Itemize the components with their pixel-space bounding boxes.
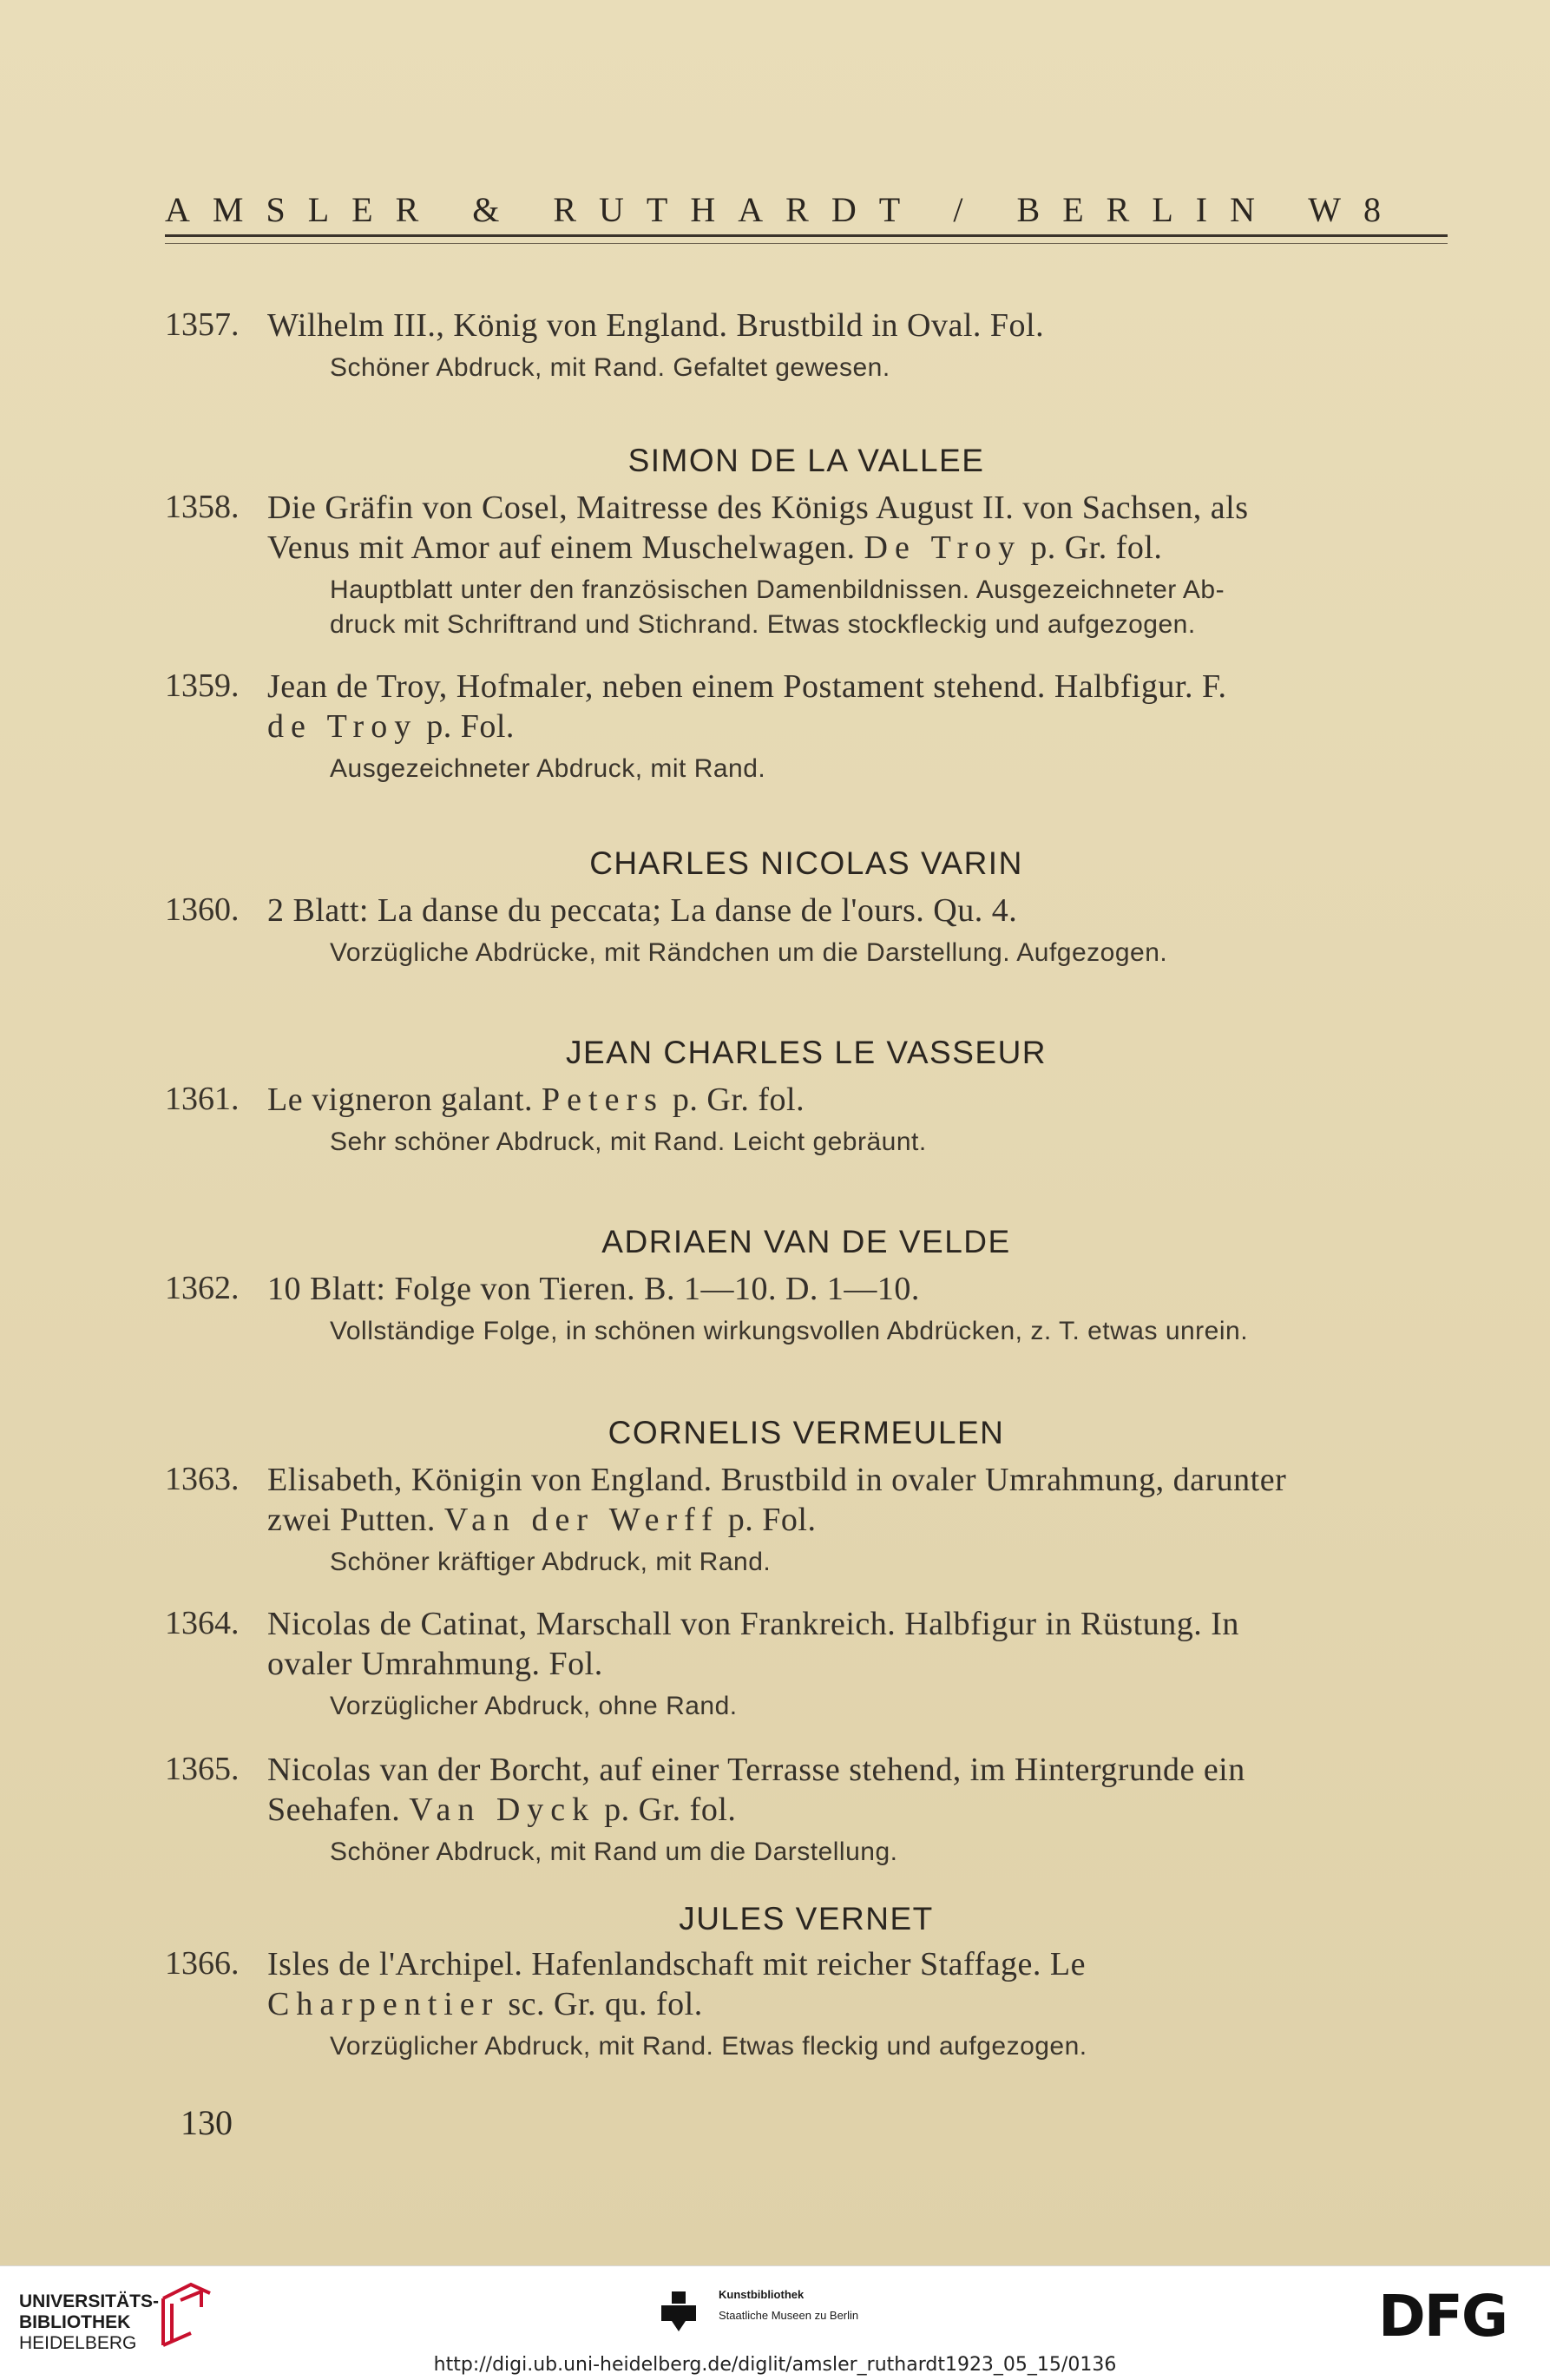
entry-note: Hauptblatt unter den französischen Damenbildnissen. Ausgezeichneter Ab- [330,575,1225,604]
running-header: AMSLER & RUTHARDT / BERLIN W8 [165,190,1403,229]
entry-note: Vorzügliche Abdrücke, mit Rändchen um die Darstellung. Aufgezogen. [330,938,1168,967]
ub-line1: UNIVERSITÄTS- [19,2291,160,2311]
catalog-entry-1364 [165,1604,1458,1724]
ub-heidelberg-logo-icon[interactable] [156,2281,217,2349]
catalog-entry-1363 [165,1460,1458,1580]
entry-title: Elisabeth, Königin von England. Brustbild in ovaler Umrahmung, darunter [267,1462,1287,1498]
entry-number: 1358. [165,489,240,525]
ub-line2: BIBLIOTHEK [19,2312,131,2332]
entry-note: Ausgezeichneter Abdruck, mit Rand. [330,754,766,783]
catalog-entry-1361 [165,1080,1458,1160]
title-text: p. Fol. [719,1502,817,1538]
entry-note: Schöner Abdruck, mit Rand um die Darstellung. [330,1838,898,1866]
entry-title-line2 [267,1984,1458,2024]
ub-line3: HEIDELBERG [19,2333,137,2353]
entry-title-line2 [267,1790,1458,1830]
entry-note: Vorzüglicher Abdruck, mit Rand. Etwas fleckig und aufgezogen. [330,2032,1087,2061]
entry-number: 1363. [165,1461,240,1497]
ub-heidelberg-wordmark[interactable] [19,2291,159,2354]
entry-title-line2 [267,707,1458,746]
artist-name-spaced: Van der Werff [443,1502,719,1538]
artist-name-spaced: Charpentier [267,1986,500,2022]
entry-number: 1360. [165,891,240,928]
title-text: zwei Putten. [267,1502,444,1538]
entry-title: Nicolas van der Borcht, auf einer Terrasse stehend, im Hintergrunde ein [267,1752,1245,1788]
entry-note: Vollständige Folge, in schönen wirkungsvollen Abdrücken, z. T. etwas unrein. [330,1317,1249,1345]
entry-title: Nicolas de Catinat, Marschall von Frankreich. Halbfigur in Rüstung. In [267,1606,1239,1642]
entry-title [267,1080,1458,1120]
title-text: Le vigneron galant. [267,1082,542,1118]
entry-title-line2 [267,528,1458,568]
entry-number: 1366. [165,1945,240,1982]
artist-heading: SIMON DE LA VALLEE [627,443,985,478]
entry-note: Vorzüglicher Abdruck, ohne Rand. [330,1692,738,1720]
artist-heading: CHARLES NICOLAS VARIN [589,845,1023,881]
entry-note: Schöner kräftiger Abdruck, mit Rand. [330,1548,772,1576]
catalog-entry-1366 [165,1944,1458,2064]
catalog-entry-1357 [165,306,1458,385]
entry-note: druck mit Schriftrand und Stichrand. Etwas stockfleckig und aufgezogen. [330,610,1196,639]
catalog-entry-1360 [165,891,1458,970]
title-text: p. Gr. fol. [595,1792,737,1828]
catalog-entry-1362 [165,1269,1458,1349]
catalog-entry-1359 [165,667,1458,786]
title-text: p. Gr. fol. [1021,529,1163,566]
entry-number: 1364. [165,1605,240,1641]
entry-number: 1359. [165,667,240,704]
page-number: 130 [181,2103,233,2142]
header-rule-thin [165,243,1448,244]
entry-title: Wilhelm III., König von England. Brustbild in Oval. Fol. [267,307,1045,344]
kb-line1: Kunstbibliothek [719,2288,805,2301]
artist-heading: JEAN CHARLES LE VASSEUR [565,1035,1048,1070]
kb-line2: Staatliche Museen zu Berlin [719,2309,859,2322]
entry-number: 1357. [165,306,240,343]
artist-heading: CORNELIS VERMEULEN [608,1415,1005,1450]
title-text: Seehafen. [267,1792,410,1828]
title-text: sc. Gr. qu. fol. [499,1986,703,2022]
kunstbibliothek-logo-icon[interactable] [661,2291,696,2331]
title-text: p. Fol. [417,708,515,745]
artist-heading: JULES VERNET [679,1901,934,1936]
artist-name-spaced: de Troy [267,708,418,745]
artist-name-spaced: De Troy [864,529,1022,566]
entry-title: Jean de Troy, Hofmaler, neben einem Postament stehend. Halbfigur. F. [267,668,1227,705]
title-text: Venus mit Amor auf einem Muschelwagen. [267,529,864,566]
entry-note: Sehr schöner Abdruck, mit Rand. Leicht gebräunt. [330,1128,927,1156]
entry-title: 10 Blatt: Folge von Tieren. B. 1—10. D. 1—10. [267,1271,920,1307]
entry-number: 1361. [165,1081,240,1117]
permalink-url[interactable]: http://digi.ub.uni-heidelberg.de/diglit/amsler_ruthardt1923_05_15/0136 [433,2354,1117,2376]
artist-name-spaced: Van Dyck [409,1792,596,1828]
kunstbibliothek-label[interactable] [719,2285,858,2326]
artist-heading: ADRIAEN VAN DE VELDE [601,1224,1011,1259]
entry-number: 1362. [165,1270,240,1306]
entry-title: Die Gräfin von Cosel, Maitresse des Königs August II. von Sachsen, als [267,490,1249,526]
entry-number: 1365. [165,1751,240,1787]
catalog-entry-1365 [165,1750,1458,1870]
artist-name-spaced: Peters [542,1082,664,1118]
entry-note: Schöner Abdruck, mit Rand. Gefaltet gewesen. [330,353,890,382]
header-rule-thick [165,234,1448,237]
entry-title: Isles de l'Archipel. Hafenlandschaft mit reicher Staffage. Le [267,1946,1086,1982]
entry-title: 2 Blatt: La danse du peccata; La danse de l'ours. Qu. 4. [267,892,1018,929]
catalog-entry-1358 [165,488,1458,642]
entry-title-line2 [267,1500,1458,1540]
title-text: p. Gr. fol. [663,1082,805,1118]
dfg-logo[interactable]: DFG [1378,2283,1507,2350]
entry-title-line2: ovaler Umrahmung. Fol. [267,1646,603,1682]
